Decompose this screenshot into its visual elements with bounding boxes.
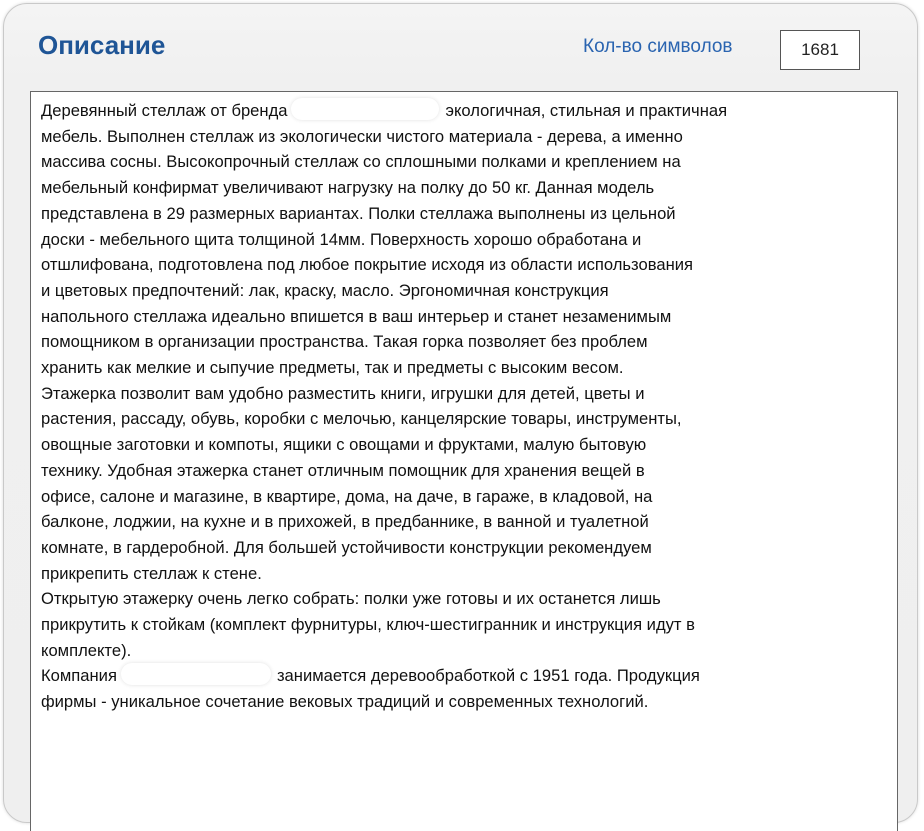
text-line [41, 663, 897, 689]
text-line: комплекте). [41, 640, 132, 660]
text-line: Этажерка позволит вам удобно разместить книги, игрушки для детей, цветы и [41, 383, 645, 403]
text-line: балконе, лоджии, на кухне и в прихожей, в предбаннике, в ванной и туалетной [41, 512, 649, 532]
text-line: отшлифована, подготовлена под любое покрытие исходя из области использования [41, 255, 693, 275]
text-line: и цветовых предпочтений: лак, краску, масло. Эргономичная конструкция [41, 280, 609, 300]
text-line: овощные заготовки и компоты, ящики с овощами и фруктами, малую бытовую [41, 435, 647, 455]
text-fragment: Деревянный стеллаж от бренда [41, 101, 288, 120]
text-line: мебель. Выполнен стеллаж из экологически чистого материала - дерева, а именно [41, 126, 683, 146]
text-line: прикрепить стеллаж к стене. [41, 563, 262, 583]
text-line: Открытую этажерку очень легко собрать: полки уже готовы и их останется лишь [41, 589, 661, 609]
text-line: помощником в организации пространства. Такая горка позволяет без проблем [41, 332, 648, 352]
text-fragment: экологичная, стильная и практичная [445, 101, 728, 120]
text-line: доски - мебельного щита толщиной 14мм. Поверхность хорошо обработана и [41, 229, 642, 249]
text-line: фирмы - уникальное сочетание вековых традиций и современных технологий. [41, 692, 649, 712]
redacted-company [121, 663, 271, 685]
text-fragment: Компания [41, 666, 117, 686]
text-line: напольного стеллажа идеально впишется в ваш интерьер и станет незаменимым [41, 306, 672, 326]
description-panel [3, 3, 918, 823]
text-line: комнате, в гардеробной. Для большей устойчивости конструкции рекомендуем [41, 537, 652, 557]
text-line: технику. Удобная этажерка станет отличным помощник для хранения вещей в [41, 460, 645, 480]
text-line: растения, рассаду, обувь, коробки с мелочью, канцелярские товары, инструменты, [41, 409, 682, 429]
text-line: хранить как мелкие и сыпучие предметы, так и предметы с высоким весом. [41, 358, 624, 378]
character-count-label: Кол-во символов [583, 36, 733, 57]
text-line: мебельный конфирмат увеличивают нагрузку на полку до 50 кг. Данная модель [41, 178, 655, 198]
text-line: массива сосны. Высокопрочный стеллаж со сплошными полками и креплением на [41, 152, 681, 172]
character-count-value: 1681 [780, 30, 860, 70]
description-text-area[interactable] [30, 91, 898, 831]
text-line: прикрутить к стойкам (комплект фурнитуры, ключ-шестигранник и инструкция идут в [41, 615, 695, 635]
section-title: Описание [38, 30, 166, 60]
redacted-brand [291, 98, 439, 120]
text-line: представлена в 29 размерных вариантах. Полки стеллажа выполнены из цельной [41, 203, 676, 223]
text-fragment: занимается деревообработкой с 1951 года. Продукция [276, 666, 700, 686]
text-line: офисе, салоне и магазине, в квартире, дома, на даче, в гараже, в кладовой, на [41, 486, 653, 506]
text-line [41, 98, 897, 124]
